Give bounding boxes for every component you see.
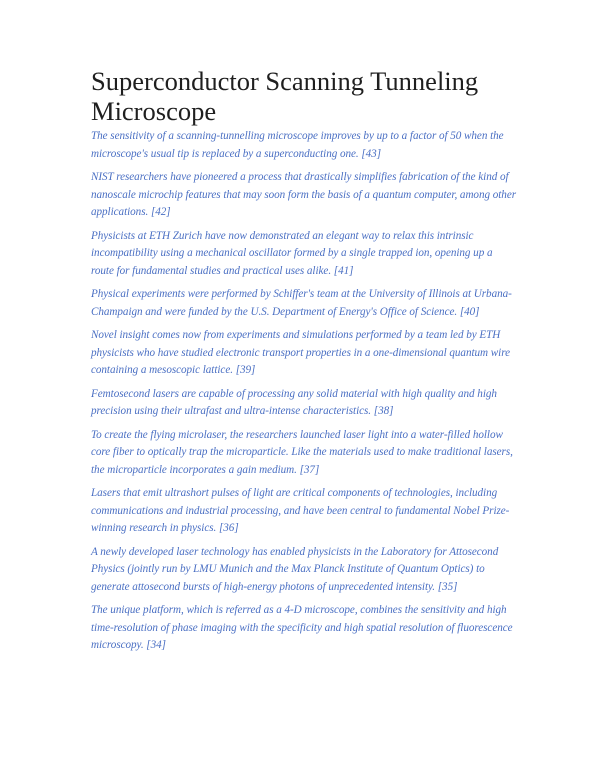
- paragraph: Novel insight comes now from experiments and simulations performed by a team led by ETH physicists who have studied electronic transport properties in a one-dimensional quantum wire containing a mesoscopic lattice. [39]: [91, 329, 510, 376]
- paragraph: Physical experiments were performed by Schiffer's team at the University of Illinois at Urbana-Champaign and were funded by the U.S. Department of Energy's Office of Science. [40]: [91, 288, 512, 318]
- paragraph: NIST researchers have pioneered a process that drastically simplifies fabrication of the kind of nanoscale microchip features that may soon form the basis of a quantum computer, among other applications. [42]: [91, 171, 516, 218]
- paragraph: Femtosecond lasers are capable of processing any solid material with high quality and high precision using their ultrafast and ultra-intense characteristics. [38]: [91, 387, 497, 417]
- paragraph-list: [91, 128, 516, 661]
- paragraph: The sensitivity of a scanning-tunnelling microscope improves by up to a factor of 50 when the microscope's usual tip is replaced by a superconducting one. [43]: [91, 130, 504, 160]
- paragraph: A newly developed laser technology has enabled physicists in the Laboratory for Attosecond Physics (jointly run by LMU Munich and the Max Planck Institute of Quantum Optics) to generate attosecond bursts of high-energy photons of unprecedented intensity. [35]: [91, 545, 499, 593]
- paragraph: To create the flying microlaser, the researchers launched laser light into a water-filled hollow core fiber to optically trap the microparticle. Like the materials used to make traditional lasers, the microparticle incorporates a gain medium. [37]: [91, 428, 513, 476]
- paragraph: The unique platform, which is referred as a 4-D microscope, combines the sensitivity and high time-resolution of phase imaging with the specificity and high spatial resolution of fluorescence microscopy. [34]: [91, 604, 513, 651]
- page-title: Superconductor Scanning Tunneling Microscope: [91, 66, 479, 126]
- paragraph: Physicists at ETH Zurich have now demonstrated an elegant way to relax this intrinsic incompatibility using a mechanical oscillator formed by a single trapped ion, opening up a route for fundamental studies and practical uses alike. [41]: [91, 229, 493, 277]
- paragraph: Lasers that emit ultrashort pulses of light are critical components of technologies, including communications and industrial processing, and have been central to fundamental Nobel Prize-winning research in physics. [36]: [91, 487, 510, 534]
